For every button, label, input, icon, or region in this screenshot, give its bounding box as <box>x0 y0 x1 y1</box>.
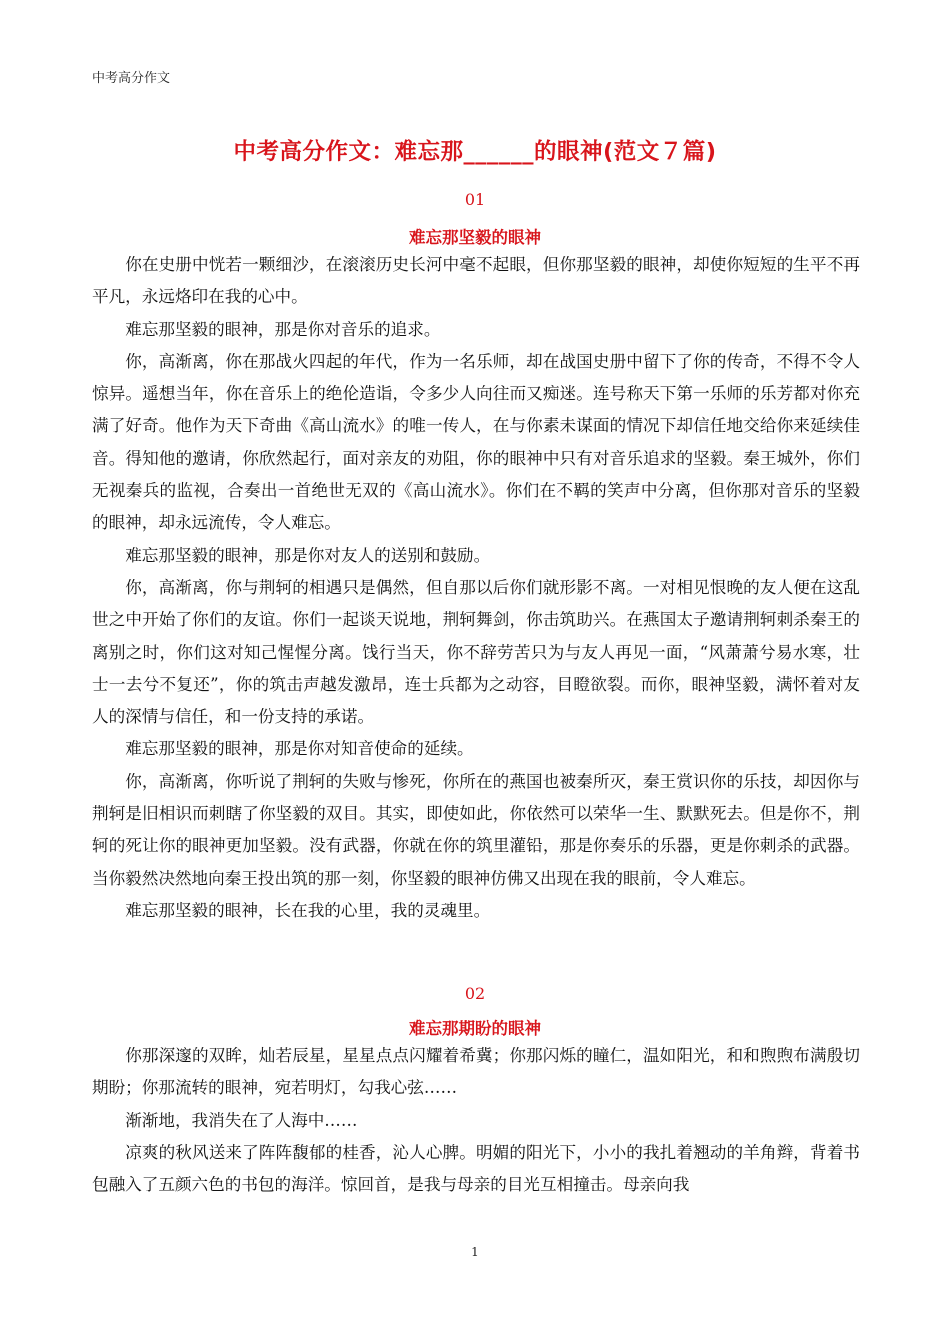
document-title: 中考高分作文：难忘那______的眼神(范文７篇) <box>233 139 717 165</box>
section-number: 01 <box>464 190 486 209</box>
paragraph: 你，高渐离，你与荆轲的相遇只是偶然，但自那以后你们就形影不离。一对相见恨晚的友人便在这乱世之中开始了你们的友谊。你们一起谈天说地，荆轲舞剑，你击筑助兴。在燕国太子邀请荆轲刺杀秦王的离别之时，你们这对知己惺惺分离。饯行当天，你不辞劳苦只为与友人再见一面，“风萧萧兮易水寒，壮士一去兮不复还”，你的筑击声越发激昂，连士兵都为之动容，目瞪欲裂。而你，眼神坚毅，满怀着对友人的深情与信任，和一份支持的承诺。 <box>92 577 860 727</box>
section-body <box>92 249 860 927</box>
paragraph: 你在史册中恍若一颗细沙，在滚滚历史长河中毫不起眼，但你那坚毅的眼神，却使你短短的生平不再平凡，永远烙印在我的心中。 <box>92 255 860 307</box>
paragraph: 渐渐地，我消失在了人海中…… <box>125 1110 358 1130</box>
paragraph: 难忘那坚毅的眼神，长在我的心里，我的灵魂里。 <box>125 900 491 920</box>
section-body <box>92 1040 860 1201</box>
section-subtitle: 难忘那期盼的眼神 <box>409 1019 541 1038</box>
paragraph: 你，高渐离，你在那战火四起的年代，作为一名乐师，却在战国史册中留下了你的传奇，不得不令人惊异。遥想当年，你在音乐上的绝伦造诣，令多少人向往而又痴迷。连号称天下第一乐师的乐芳都对你充满了好奇。他作为天下奇曲《高山流水》的唯一传人，在与你素未谋面的情况下却信任地交给你来延续佳音。得知他的邀请，你欣然起行，面对亲友的劝阻，你的眼神中只有对音乐追求的坚毅。秦王城外，你们无视秦兵的监视，合奏出一首绝世无双的《高山流水》。你们在不羁的笑声中分离，但你那对音乐的坚毅的眼神，却永远流传，令人难忘。 <box>92 351 860 533</box>
paragraph: 难忘那坚毅的眼神，那是你对知音使命的延续。 <box>125 739 474 759</box>
paragraph: 你那深邃的双眸，灿若辰星，星星点点闪耀着希冀；你那闪烁的瞳仁，温如阳光，和和煦煦布满殷切期盼；你那流转的眼神，宛若明灯，勾我心弦…… <box>92 1046 860 1098</box>
paragraph: 凉爽的秋风送来了阵阵馥郁的桂香，沁人心脾。明媚的阳光下，小小的我扎着翘动的羊角辫，背着书包融入了五颜六色的书包的海洋。惊回首，是我与母亲的目光互相撞击。母亲向我 <box>92 1142 860 1195</box>
section-number: 02 <box>464 984 486 1003</box>
paragraph: 你，高渐离，你听说了荆轲的失败与惨死，你所在的燕国也被秦所灭，秦王赏识你的乐技，却因你与荆轲是旧相识而刺瞎了你坚毅的双目。其实，即使如此，你依然可以荣华一生、默默死去。但是你不，荆轲的死让你的眼神更加坚毅。没有武器，你就在你的筑里灌铅，那是你奏乐的乐器，更是你刺杀的武器。当你毅然决然地向秦王投出筑的那一刻，你坚毅的眼神仿佛又出现在我的眼前，令人难忘。 <box>92 771 860 888</box>
paragraph: 难忘那坚毅的眼神，那是你对友人的送别和鼓励。 <box>125 545 491 565</box>
paragraph: 难忘那坚毅的眼神，那是你对音乐的追求。 <box>125 319 441 339</box>
page-header: 中考高分作文 <box>92 71 171 86</box>
section-subtitle: 难忘那坚毅的眼神 <box>409 228 541 247</box>
page-number: 1 <box>471 1245 479 1259</box>
